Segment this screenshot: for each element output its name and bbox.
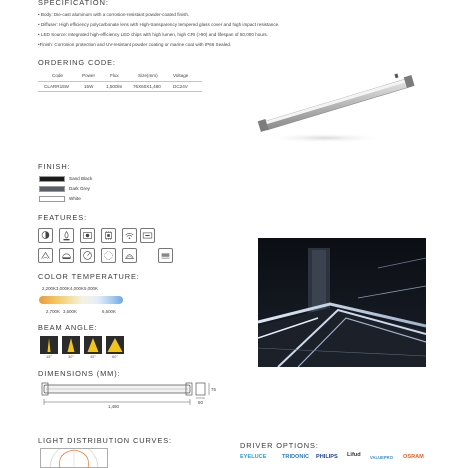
dimensions-heading: DIMENSIONS (MM):: [38, 369, 121, 378]
beam-label-60: 60°: [112, 355, 118, 359]
features-heading: FEATURES:: [38, 213, 88, 222]
light-distribution-heading: LIGHT DISTRIBUTION CURVES:: [38, 436, 173, 445]
cct-label-3000: 3,000K: [56, 286, 70, 291]
driver-brand-philips: PHILIPS: [316, 454, 338, 460]
driver-brand-osram: OSRAM: [403, 454, 424, 460]
cell-size: 76X60X1,480: [133, 84, 161, 89]
color-temperature-gradient-bar: [39, 296, 123, 304]
color-temperature-heading: COLOR TEMPERATURE:: [38, 272, 140, 281]
beam-label-45: 45°: [90, 355, 96, 359]
spec-led-source: • LED Source: Integrated high-efficiency LED chips with high lumen, high CRI (>90) and lifespan of 50,000 hours.: [38, 32, 268, 37]
cct-label-6500: 6,500K: [102, 309, 116, 314]
dimension-height: 76: [211, 387, 216, 392]
chip-icon: [101, 228, 116, 243]
dome-icon: [59, 248, 74, 263]
dimension-width: 60: [198, 400, 203, 405]
beam-angle-heading: BEAM ANGLE:: [38, 323, 98, 332]
angle-icon: [38, 248, 53, 263]
cct-label-2700: 2,700K: [46, 309, 60, 314]
spec-finish: •Finish: Corrosion protection and UV-resistant powder coating or marine coat with IP66 Sealed.: [38, 42, 232, 47]
dimension-length: 1,480: [108, 404, 119, 409]
cct-label-5000: 5,000K: [84, 286, 98, 291]
finish-heading: FINISH:: [38, 162, 71, 171]
ik-icon: [140, 228, 155, 243]
product-linear-light-image: [255, 72, 425, 152]
table-divider: [38, 81, 202, 82]
specification-heading: SPECIFICATION:: [38, 0, 109, 7]
col-voltage: Voltage: [173, 73, 189, 78]
cell-power: 15W: [84, 84, 94, 89]
beam-45-icon: [84, 336, 102, 354]
application-photo: [258, 238, 426, 367]
spec-diffuser: • Diffuser: High efficiency polycarbonate lens with High-transparency tempered glass cover and high impact resistance.: [38, 22, 280, 27]
driver-brand-valuepro: VALUEPRO: [370, 455, 393, 460]
beam-60-icon: [106, 336, 124, 354]
beam-label-15: 15°: [46, 355, 52, 359]
light-distribution-curve: [40, 448, 108, 468]
finish-label-dark-grey: Dark Grey: [69, 186, 90, 191]
finish-label-sand-black: Sand Black: [69, 176, 93, 181]
swatch-white[interactable]: [39, 196, 65, 202]
col-power: Power: [82, 73, 96, 78]
eu-icon: [101, 248, 116, 263]
ip66-icon: [59, 228, 74, 243]
cell-code: CLARR15W: [44, 84, 70, 89]
finish-label-white: White: [69, 196, 81, 201]
dimension-drawing: [38, 380, 218, 414]
cell-flux: 1,500lm: [106, 84, 123, 89]
beam-15-icon: [40, 336, 58, 354]
wifi-icon: [122, 228, 137, 243]
driver-brand-eyeluce: EYELUCE: [240, 454, 267, 460]
col-code: Code: [52, 73, 63, 78]
swatch-dark-grey[interactable]: [39, 186, 65, 192]
cri-icon: [122, 248, 137, 263]
beam-30-icon: [62, 336, 80, 354]
flat-icon: [158, 248, 173, 263]
lens-icon: [80, 228, 95, 243]
table-bottom-rule: [38, 91, 202, 92]
gauge-icon: [80, 248, 95, 263]
cell-voltage: DC24V: [173, 84, 188, 89]
col-flux: Flux: [110, 73, 119, 78]
cct-label-4000: 4,000K: [70, 286, 84, 291]
driver-brand-lifud: Lifud: [347, 452, 361, 458]
ordering-heading: ORDERING CODE:: [38, 58, 116, 67]
dimmable-icon: [38, 228, 53, 243]
col-size: Size(mm): [138, 73, 158, 78]
driver-options-heading: DRIVER OPTIONS:: [240, 441, 319, 450]
driver-brand-tridonic: TRIDONIC: [282, 454, 310, 460]
swatch-sand-black[interactable]: [39, 176, 65, 182]
spec-body: • Body: Die-cast aluminum with a corrosion-resistant powder-coated finish.: [38, 12, 190, 17]
beam-label-30: 30°: [68, 355, 74, 359]
cct-label-3500: 3,500K: [63, 309, 77, 314]
cct-label-2200: 2,200K: [42, 286, 56, 291]
